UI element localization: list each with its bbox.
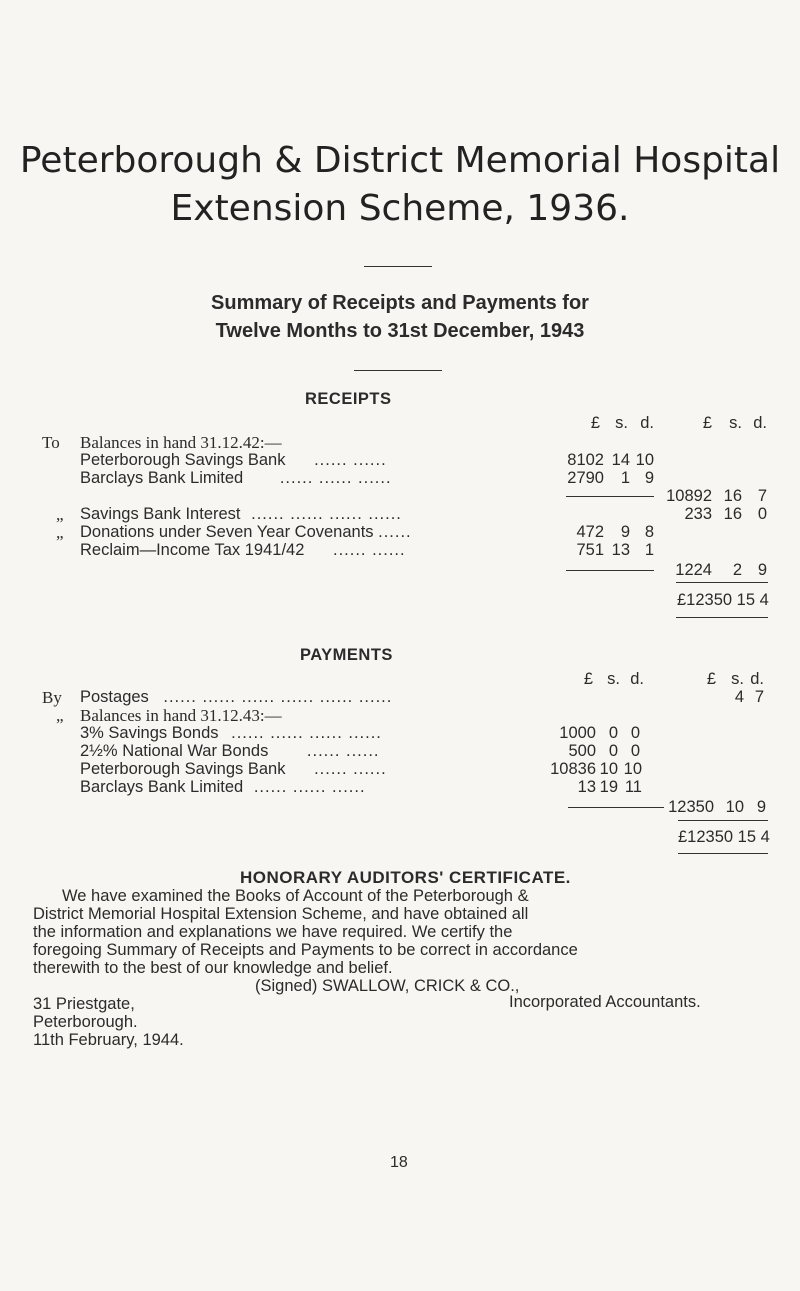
payments-row-pence: 7 [754,688,764,706]
receipts-row-pounds: 233 [684,505,712,523]
receipts-row-shillings: 16 [723,505,742,523]
payments-row-pounds: 500 [568,742,596,760]
payments-row-shillings: 10 [725,798,744,816]
address-line-1: 31 Priestgate, [33,995,135,1013]
receipts-row-pence: 1 [644,541,654,559]
receipts-row-pounds: 8102 [567,451,604,469]
title-line-2: Extension Scheme, 1936. [170,188,630,229]
receipts-row-pence: 9 [644,469,654,487]
certificate-line: We have examined the Books of Account of the Peterborough & [62,887,529,905]
payments-row-label: 2½% National War Bonds ...... ...... [80,742,380,760]
certificate-line: the information and explanations we have required. We certify the [33,923,513,941]
payments-row-pence: 9 [756,798,766,816]
payments-row-label: Barclays Bank Limited ...... ...... ...... [80,778,366,796]
receipts-row-label: Donations under Seven Year Covenants ...... [80,523,412,541]
payments-row-pounds: 10836 [550,760,596,778]
receipts-row-label: Reclaim—Income Tax 1941/42 ...... ...... [80,541,406,559]
receipts-row-shillings: 1 [620,469,630,487]
receipts-row-pounds: 10892 [666,487,712,505]
payments-row-shillings: 0 [608,742,618,760]
payments-row-label: Peterborough Savings Bank ...... ...... [80,760,387,778]
subtitle-divider [354,370,442,371]
payments-row-pence: 11 [624,778,642,796]
page-number: 18 [390,1154,408,1171]
receipts-row-pounds: 2790 [567,469,604,487]
payments-total-rule-bottom [678,853,768,854]
certificate-line: District Memorial Hospital Extension Scheme, and have obtained all [33,905,529,923]
receipts-row-pence: 8 [644,523,654,541]
receipts-heading: RECEIPTS [305,390,392,408]
signer-title: Incorporated Accountants. [509,993,701,1011]
payments-col-pence-1: d. [630,670,644,688]
receipts-col-pence-1: d. [640,414,654,432]
receipts-row-pence: 0 [757,505,767,523]
receipts-row-pence: 9 [757,561,767,579]
payments-row-pounds: 13 [577,778,596,796]
receipts-row-shillings: 14 [611,451,630,469]
receipts-row-shillings: 16 [723,487,742,505]
certificate-line: therewith to the best of our knowledge and belief. [33,959,393,977]
receipts-row-pence: 10 [635,451,654,469]
payments-row-prefix: „ [56,706,64,725]
payments-row-pence: 0 [630,742,640,760]
payments-row-label: 3% Savings Bonds ...... ...... ...... ...... [80,724,382,742]
title-divider [364,266,432,267]
payments-row-prefix: By [42,688,62,707]
receipts-col-pounds-2: £ [702,414,712,432]
receipts-col-pounds-1: £ [590,414,600,432]
subtitle-line-1: Summary of Receipts and Payments for [211,292,589,314]
receipts-row-shillings: 2 [732,561,742,579]
payments-total: £12350 15 4 [678,828,770,846]
receipts-row-pounds: 1224 [675,561,712,579]
receipts-row-prefix: „ [56,505,64,524]
payments-row-label: Balances in hand 31.12.43:— [80,706,282,725]
payments-total-rule-top [678,820,768,821]
receipts-row-label: Barclays Bank Limited ...... ...... ...... [80,469,392,487]
payments-heading: PAYMENTS [300,646,393,664]
receipts-row-prefix: „ [56,523,64,542]
receipts-total-rule-bottom [676,617,768,618]
payments-row-pence: 10 [623,760,642,778]
receipts-row-pounds: 472 [576,523,604,541]
receipts-row-label: Balances in hand 31.12.42:— [80,433,282,452]
receipts-total: £12350 15 4 [677,591,769,609]
certificate-line: foregoing Summary of Receipts and Payments to be correct in accordance [33,941,578,959]
certificate-signature: (Signed) SWALLOW, CRICK & CO., [255,977,520,995]
payments-row-pounds: 1000 [559,724,596,742]
receipts-row-pounds: 751 [576,541,604,559]
payments-col-pounds-1: £ [583,670,593,688]
receipts-col-shillings-1: s. [615,414,628,432]
payments-row-label: Postages ...... ...... ...... ...... ...... ...... [80,688,393,706]
address-line-2: Peterborough. [33,1013,138,1031]
receipts-row-prefix: To [42,433,60,452]
title-line-1: Peterborough & District Memorial Hospital [19,140,781,181]
payments-row-pence: 0 [630,724,640,742]
certificate-date: 11th February, 1944. [33,1031,184,1049]
certificate-heading: HONORARY AUDITORS' CERTIFICATE. [240,868,571,887]
payments-col-shillings-2: s. [731,670,744,688]
payments-col-pounds-2: £ [706,670,716,688]
receipts-col-shillings-2: s. [729,414,742,432]
payments-row-pounds: 12350 [668,798,714,816]
receipts-row-pence: 7 [757,487,767,505]
payments-row-shillings: 0 [608,724,618,742]
payments-row-shillings: 10 [599,760,618,778]
payments-col-pence-2: d. [750,670,764,688]
receipts-col-pence-2: d. [753,414,767,432]
subtitle-line-2: Twelve Months to 31st December, 1943 [215,320,585,342]
receipts-total-rule-top [676,582,768,583]
receipts-row-shillings: 9 [620,523,630,541]
payments-col-shillings-1: s. [607,670,620,688]
receipts-row-label: Savings Bank Interest ...... ...... ...... ...... [80,505,402,523]
receipts-row-label: Peterborough Savings Bank ...... ...... [80,451,387,469]
payments-row-shillings: 4 [734,688,744,706]
payments-row-shillings: 19 [599,778,618,796]
receipts-row-shillings: 13 [611,541,630,559]
